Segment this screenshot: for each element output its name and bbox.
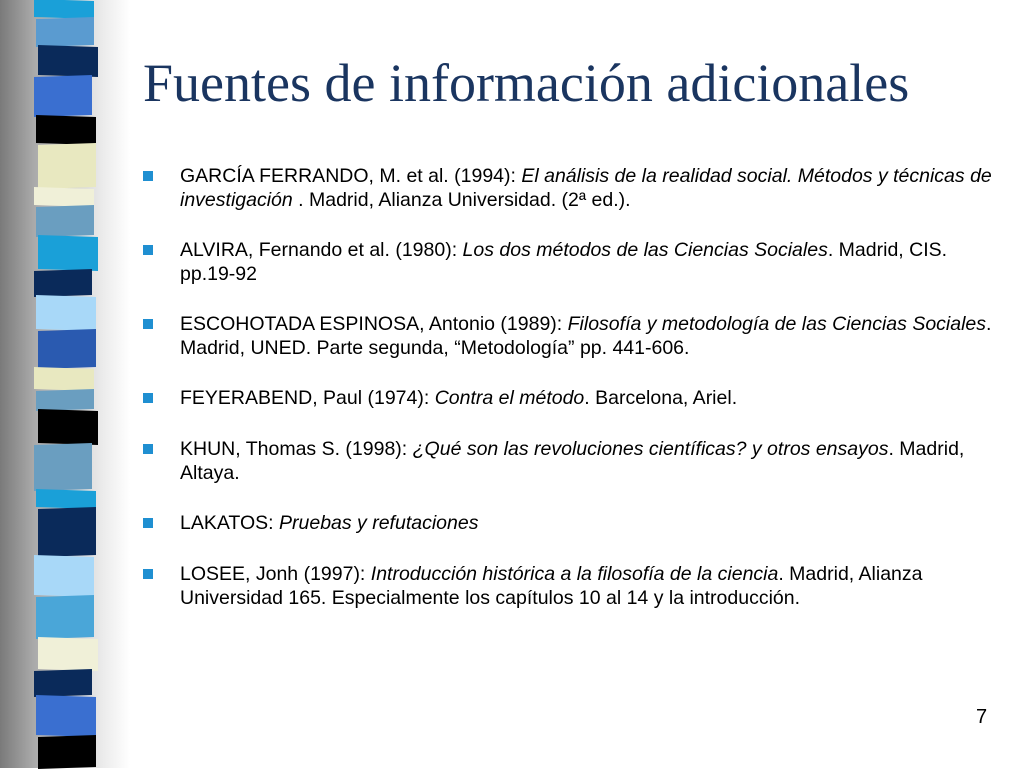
square-bullet-icon [143, 444, 153, 454]
reference-segment: FEYERABEND, Paul (1974): [180, 387, 435, 409]
strip-segment [38, 637, 98, 671]
reference-text [180, 164, 1003, 212]
reference-text [180, 386, 1003, 410]
square-bullet-icon [143, 171, 153, 181]
reference-work-title: ¿Qué son las revoluciones científicas? y otros ensayos [412, 438, 889, 460]
reference-item [143, 562, 1003, 610]
reference-segment: GARCÍA FERRANDO, M. et al. (1994): [180, 165, 522, 187]
reference-work-title: Pruebas y refutaciones [279, 512, 479, 534]
strip-segment [36, 489, 96, 509]
square-bullet-icon [143, 518, 153, 528]
reference-work-title: Contra el método [434, 387, 585, 409]
reference-item [143, 238, 1003, 286]
strip-segment [34, 187, 94, 207]
reference-segment: . Madrid, Altaya. [180, 438, 965, 484]
reference-work-title: Filosofía y metodología de las Ciencias Sociales [567, 313, 987, 335]
strip-segment [38, 735, 96, 769]
strip-segment [36, 389, 94, 411]
square-bullet-icon [143, 245, 153, 255]
square-bullet-icon [143, 319, 153, 329]
strip-segment [38, 409, 98, 445]
square-bullet-icon [143, 393, 153, 403]
reference-item [143, 386, 1003, 410]
strip-segment [34, 443, 92, 491]
reference-text [180, 562, 1003, 610]
strip-segment [38, 143, 96, 189]
reference-segment: . Madrid, Alianza Universidad. (2ª ed.). [292, 189, 631, 211]
strip-segment [34, 0, 94, 19]
reference-segment: LAKATOS: [180, 512, 279, 534]
strip-segment [38, 235, 98, 271]
strip-segment [38, 507, 96, 557]
reference-item [143, 312, 1003, 360]
reference-segment: . Madrid, CIS. pp.19-92 [180, 239, 948, 285]
page-number: 7 [976, 706, 988, 728]
reference-text [180, 312, 1003, 360]
strip-segment [38, 45, 98, 77]
strip-segment [34, 269, 92, 297]
reference-segment: LOSEE, Jonh (1997): [180, 563, 371, 585]
strip-segment [36, 595, 94, 639]
reference-segment: . Madrid, UNED. Parte segunda, “Metodología” pp. 441-606. [180, 313, 992, 359]
reference-item [143, 511, 1003, 535]
reference-work-title: Los dos métodos de las Ciencias Sociales [462, 239, 828, 261]
slide-title: Fuentes de información adicionales [143, 53, 910, 113]
reference-text [180, 437, 1003, 485]
square-bullet-icon [143, 569, 153, 579]
reference-segment: ESCOHOTADA ESPINOSA, Antonio (1989): [180, 313, 568, 335]
reference-segment: KHUN, Thomas S. (1998): [180, 438, 413, 460]
strip-segment [36, 295, 96, 331]
reference-item [143, 437, 1003, 485]
strip-segment [34, 669, 92, 697]
strip-segment [34, 555, 94, 597]
strip-segment [36, 205, 94, 237]
reference-work-title: El análisis de la realidad social. Métodos y técnicas de investigación [180, 165, 992, 211]
strip-segment [34, 75, 92, 117]
strip-segment [38, 329, 96, 369]
reference-item [143, 164, 1003, 212]
reference-text [180, 238, 1003, 286]
decorative-color-strip [34, 0, 98, 768]
reference-segment: ALVIRA, Fernando et al. (1980): [180, 239, 463, 261]
strip-segment [34, 367, 94, 391]
reference-segment: . Madrid, Alianza Universidad 165. Especialmente los capítulos 10 al 14 y la introducción. [180, 563, 923, 609]
strip-segment [36, 115, 96, 145]
reference-text [180, 511, 1003, 535]
reference-work-title: Introducción histórica a la filosofía de la ciencia [370, 563, 779, 585]
strip-segment [36, 17, 94, 47]
strip-segment [36, 695, 96, 737]
reference-segment: . Barcelona, Ariel. [584, 387, 738, 409]
